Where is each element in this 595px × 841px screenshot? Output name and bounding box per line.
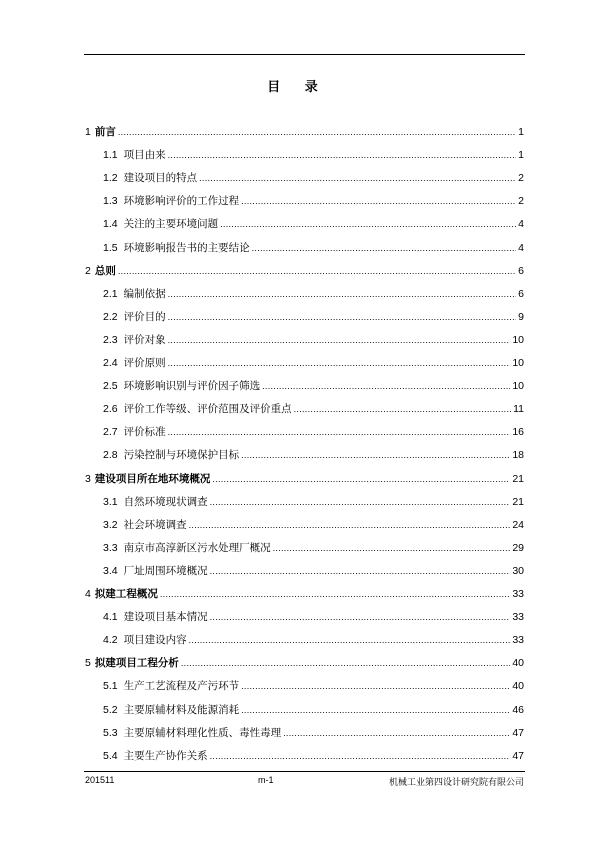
toc-entry-page: 1 [518,149,524,162]
toc-entry-number: 2.7 [103,426,118,439]
toc-leader-dots [168,150,517,160]
footer-organization: 机械工业第四设计研究院有限公司 [388,778,524,788]
toc-entry[interactable] [103,286,524,302]
toc-leader-dots [212,474,510,484]
toc-entry-number: 5 [85,657,91,670]
toc-entry[interactable] [103,494,524,510]
toc-entry[interactable] [85,586,524,602]
toc-leader-dots [241,681,510,691]
toc-entry-page: 47 [512,726,524,739]
toc-entry-number: 1 [85,126,91,138]
toc-entry-label: 项目建设内容 [123,634,187,647]
toc-leader-dots [241,705,510,715]
toc-leader-dots [199,173,516,183]
toc-leader-dots [160,589,510,599]
toc-entry[interactable] [103,332,524,348]
toc-entry-label: 自然环境现状调查 [123,495,208,508]
toc-entry-label: 环境影响报告书的主要结论 [123,241,250,254]
toc-entry[interactable] [103,563,524,579]
toc-entry[interactable] [85,124,524,140]
toc-entry-number: 1.2 [103,172,118,185]
toc-entry-page: 29 [512,541,524,554]
toc-entry-label: 主要生产协作关系 [123,749,208,762]
toc-leader-dots [189,635,511,645]
toc-entry-page: 40 [512,680,524,693]
toc-leader-dots [262,381,510,391]
footer-page-number: m-1 [258,775,274,785]
toc-entry[interactable] [103,170,524,186]
toc-entry-label: 污染控制与环境保护目标 [123,449,240,462]
toc-entry-label: 生产工艺流程及产污环节 [123,680,240,693]
toc-leader-dots [294,404,511,414]
toc-entry-label: 拟建项目工程分析 [94,657,179,670]
toc-entry-page: 10 [512,380,524,393]
toc-entry[interactable] [103,609,524,625]
toc-entry-number: 5.4 [103,749,118,762]
toc-entry-number: 2.5 [103,380,118,393]
toc-entry[interactable] [103,216,524,232]
toc-leader-dots [118,127,516,137]
toc-entry-number: 3.1 [103,495,118,508]
toc-entry-number: 2.8 [103,449,118,462]
toc-leader-dots [241,450,510,460]
toc-entry-label: 建设项目所在地环境概况 [94,472,211,485]
toc-entry-page: 21 [512,472,524,485]
toc-entry-label: 厂址周围环境概况 [123,564,208,577]
toc-entry[interactable] [103,678,524,694]
toc-entry-page: 4 [518,241,524,254]
toc-entry-number: 1.4 [103,218,118,231]
toc-entry-page: 9 [518,310,524,323]
toc-entry-label: 主要原辅材料理化性质、毒性毒理 [123,726,282,739]
toc-entry-number: 3.2 [103,518,118,531]
toc-entry-page: 40 [512,657,524,670]
toc-entry-page: 47 [512,749,524,762]
toc-entry-label: 关注的主要环境问题 [123,218,219,231]
toc-entry[interactable] [103,540,524,556]
toc-leader-dots [210,612,511,622]
toc-leader-dots [273,543,511,553]
toc-entry-label: 社会环境调查 [123,518,187,531]
header-rule [84,54,525,55]
toc-entry-number: 4.1 [103,611,118,624]
toc-entry-label: 评价工作等级、评价范围及评价重点 [123,403,292,416]
toc-entry[interactable] [103,702,524,718]
toc-entry-label: 前言 [94,126,116,138]
toc-entry-label: 拟建工程概况 [94,588,158,600]
toc-entry-page: 2 [518,172,524,185]
toc-entry-label: 环境影响评价的工作过程 [123,195,240,208]
toc-leader-dots [181,658,510,668]
toc-entry-number: 4.2 [103,634,118,647]
toc-entry-number: 5.3 [103,726,118,739]
toc-leader-dots [168,289,517,299]
toc-entry[interactable] [103,147,524,163]
toc-entry-number: 3.3 [103,541,118,554]
toc-entry[interactable] [103,447,524,463]
toc-entry[interactable] [103,193,524,209]
toc-entry-page: 33 [512,588,524,600]
toc-entry-label: 总则 [94,264,116,277]
toc-entry-label: 评价标准 [123,426,166,439]
toc-entry-label: 建设项目基本情况 [123,611,208,624]
toc-entry-page: 18 [512,449,524,462]
toc-entry-page: 33 [512,611,524,624]
toc-leader-dots [168,312,517,322]
toc-entry-label: 南京市高淳新区污水处理厂概况 [123,541,271,554]
toc-entry-number: 5.1 [103,680,118,693]
toc-entry-number: 1.3 [103,195,118,208]
toc-entry-label: 环境影响识别与评价因子筛选 [123,380,261,393]
footer-rule [84,771,525,772]
toc-entry[interactable] [85,471,524,487]
toc-entry-page: 46 [512,703,524,716]
toc-leader-dots [210,566,511,576]
toc-entry-label: 评价原则 [123,357,166,369]
toc-entry-label: 评价对象 [123,333,166,346]
toc-entry-number: 2.1 [103,287,118,300]
toc-entry-page: 6 [518,287,524,300]
toc-leader-dots [118,266,516,276]
toc-entry[interactable] [103,748,524,764]
toc-leader-dots [283,728,510,738]
toc-leader-dots [220,219,516,229]
toc-entry-number: 2.4 [103,357,118,369]
toc-entry-label: 编制依据 [123,287,166,300]
toc-entry-page: 6 [518,264,524,277]
toc-leader-dots [241,196,516,206]
toc-entry[interactable] [103,240,524,256]
page-title: 目 录 [267,80,328,95]
toc-entry-page: 11 [513,403,524,416]
toc-entry-number: 5.2 [103,703,118,716]
toc-entry-number: 3 [85,472,91,485]
toc-entry-page: 24 [512,518,524,531]
toc-entry[interactable] [103,424,524,440]
toc-entry-number: 4 [85,588,91,600]
toc-entry-page: 30 [512,564,524,577]
toc-leader-dots [210,497,511,507]
toc-leader-dots [168,358,511,368]
toc-entry-page: 4 [518,218,524,231]
toc-entry[interactable] [103,401,524,417]
toc-entry-page: 10 [512,357,524,369]
toc-entry-number: 2.2 [103,310,118,323]
toc-entry-number: 3.4 [103,564,118,577]
toc-entry-number: 2 [85,264,91,277]
toc-entry[interactable] [85,655,524,671]
toc-entry-label: 主要原辅材料及能源消耗 [123,703,240,716]
toc-entry-label: 建设项目的特点 [123,172,198,185]
toc-entry[interactable] [103,517,524,533]
toc-entry[interactable] [103,632,524,648]
toc-entry[interactable] [103,355,524,371]
toc-leader-dots [252,243,517,253]
toc-entry-label: 项目由来 [123,149,166,162]
toc-leader-dots [168,427,511,437]
toc-entry[interactable] [103,378,524,394]
toc-entry-page: 10 [512,333,524,346]
toc-entry[interactable] [103,309,524,325]
toc-entry-number: 2.3 [103,333,118,346]
toc-entry-label: 评价目的 [123,310,166,323]
toc-entry-number: 1.5 [103,241,118,254]
toc-entry-page: 21 [512,495,524,508]
toc-entry-page: 16 [512,426,524,439]
footer-date: 201511 [85,775,115,785]
toc-entry-page: 33 [512,634,524,647]
toc-leader-dots [189,520,511,530]
toc-leader-dots [210,751,511,761]
toc-entry-page: 2 [518,195,524,208]
toc-entry[interactable] [103,725,524,741]
toc-entry[interactable] [85,263,524,279]
toc-entry-number: 1.1 [103,149,118,162]
toc-entry-page: 1 [518,126,524,138]
toc-entry-number: 2.6 [103,403,118,416]
toc-leader-dots [168,335,511,345]
